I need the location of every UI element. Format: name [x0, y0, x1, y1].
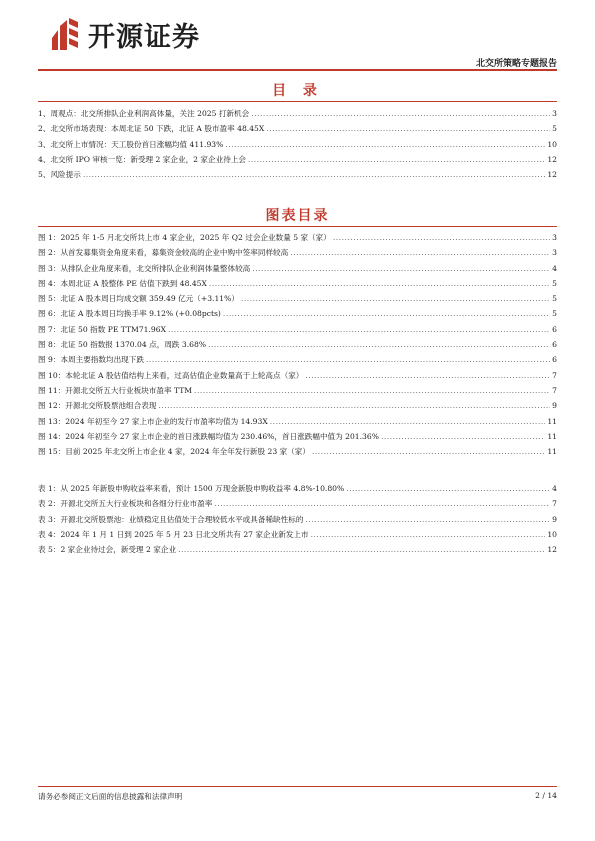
toc-entry[interactable]: [38, 106, 557, 121]
leader-dots: [333, 230, 550, 245]
figure-entry-text: 本轮北证 A 股估值结构上来看，过高估值企业数量高于上轮高点（家）: [65, 370, 304, 380]
figure-entry[interactable]: [38, 276, 557, 291]
table-entry-page: 12: [547, 545, 557, 555]
leader-dots: [311, 527, 546, 542]
toc-entry-text: 风险提示: [50, 170, 81, 180]
table-entry-text: 开源北交所股票池：业绩稳定且估值处于合理较低水平或具备稀缺性标的: [60, 514, 304, 524]
toc-list: [38, 106, 557, 182]
figure-entry-page: 6: [552, 355, 557, 365]
figure-entry-text: 本周北证 A 股整体 PE 估值下跌到 48.45X: [60, 278, 207, 288]
figure-entry-text: 北证 50 指数 PE TTM71.96X: [60, 324, 166, 334]
toc-title-divider: [38, 101, 557, 102]
figure-entry-number: 图 12：: [38, 401, 66, 411]
figures-list: [38, 230, 557, 459]
report-type: 北交所策略专题报告: [475, 59, 557, 69]
leader-dots: [225, 137, 545, 152]
figure-entry[interactable]: [38, 230, 557, 245]
leader-dots: [270, 414, 546, 429]
figure-entry[interactable]: [38, 429, 557, 444]
toc-entry-page: 10: [547, 139, 557, 149]
figure-entry-number: 图 10：: [38, 370, 66, 380]
figure-entry-number: 图 7：: [38, 324, 61, 334]
table-entry-page: 7: [552, 499, 557, 509]
leader-dots: [305, 512, 550, 527]
figure-entry-text: 2024 年初至今 27 家上市企业的发行市盈率均值为 14.93X: [65, 416, 268, 426]
figure-entry-text: 北证 50 指数报 1370.04 点，周跌 3.68%: [60, 340, 207, 350]
figure-entry-page: 11: [547, 416, 557, 426]
figure-entry[interactable]: [38, 261, 557, 276]
figure-entry-number: 图 1：: [38, 233, 61, 242]
leader-dots: [168, 322, 550, 337]
leader-dots: [214, 496, 550, 511]
table-entry-page: 9: [552, 514, 557, 524]
leader-dots: [381, 429, 545, 444]
leader-dots: [158, 398, 550, 413]
figure-entry-page: 6: [552, 324, 557, 334]
leader-dots: [290, 245, 550, 260]
toc-entry-number: 1、: [38, 109, 51, 118]
toc-entry-page: 12: [547, 154, 557, 164]
figure-entry[interactable]: [38, 414, 557, 429]
leader-dots: [223, 306, 550, 321]
toc-entry[interactable]: [38, 167, 557, 182]
figure-entry-page: 9: [552, 401, 557, 411]
leader-dots: [346, 481, 550, 496]
leader-dots: [83, 167, 546, 182]
figure-entry-page: 7: [552, 385, 557, 395]
table-entry-page: 4: [552, 484, 557, 493]
toc-entry-number: 2、: [38, 124, 51, 134]
figure-entry-text: 本周主要指数均出现下跌: [60, 355, 144, 365]
figure-entry-number: 图 9：: [38, 355, 61, 365]
table-entry-page: 10: [547, 529, 557, 539]
table-entry-number: 表 1：: [38, 484, 61, 493]
toc-entry[interactable]: [38, 121, 557, 136]
header-divider: [38, 69, 557, 71]
toc-entry-text: 北交所 IPO 审核一览：新受理 2 家企业，2 家企业待上会: [50, 154, 246, 164]
toc-entry[interactable]: [38, 137, 557, 152]
table-entry-number: 表 2：: [38, 499, 61, 509]
table-entry[interactable]: [38, 542, 557, 557]
leader-dots: [241, 291, 550, 306]
tables-list: [38, 481, 557, 557]
toc-entry-text: 周观点：北交所排队企业利润高体量，关注 2025 打新机会: [50, 109, 250, 118]
figure-entry-page: 6: [552, 340, 557, 350]
figure-entry-number: 图 2：: [38, 248, 61, 258]
leader-dots: [194, 383, 550, 398]
toc-entry-text: 北交所市场表现：本周北证 50 下跌，北证 A 股市盈率 48.45X: [50, 124, 265, 134]
figure-entry-page: 7: [552, 370, 557, 380]
figure-entry-text: 北证 A 股本周日均成交额 359.49 亿元（+3.11%）: [60, 294, 239, 304]
company-logo: [48, 14, 200, 54]
figure-entry[interactable]: [38, 383, 557, 398]
figure-entry-text: 从首发募集资金角度来看，募集资金较高的企业中购中签率同样较高: [60, 248, 289, 258]
figure-entry[interactable]: [38, 322, 557, 337]
company-name: 开源证券: [88, 21, 200, 53]
figure-entry-text: 开源北交所五大行业板块市盈率 TTM: [65, 385, 193, 395]
figure-entry-number: 图 13：: [38, 416, 66, 426]
leader-dots: [146, 352, 550, 367]
toc-entry-number: 3、: [38, 139, 51, 149]
figure-entry-text: 目前 2025 年北交所上市企业 4 家，2024 年全年发行新股 23 家（家）: [65, 447, 310, 457]
figure-entry-page: 5: [552, 294, 557, 304]
figure-entry[interactable]: [38, 444, 557, 459]
footer-divider: [38, 786, 557, 787]
figure-entry-page: 3: [552, 233, 557, 242]
table-entry[interactable]: [38, 496, 557, 511]
table-entry-text: 2024 年 1 月 1 日到 2025 年 5 月 23 日北交所共有 27 家企业新发上市: [60, 529, 309, 539]
figure-entry-number: 图 5：: [38, 294, 61, 304]
figure-entry-text: 北证 A 股本周日均换手率 9.12% (+0.08pcts): [60, 309, 221, 319]
leader-dots: [266, 121, 550, 136]
leader-dots: [209, 276, 550, 291]
figure-entry-text: 从排队企业角度来看，北交所排队企业利润体量整体较高: [60, 263, 251, 273]
figure-entry-page: 5: [552, 309, 557, 319]
table-entry-text: 开源北交所五大行业板块和各细分行业市盈率: [60, 499, 213, 509]
table-entry-number: 表 4：: [38, 529, 61, 539]
figure-entry-number: 图 14：: [38, 431, 66, 441]
figure-entry-page: 11: [547, 447, 557, 457]
figure-entry-number: 图 3：: [38, 263, 61, 273]
page-indicator: 2 / 14: [535, 791, 557, 800]
toc-entry[interactable]: [38, 152, 557, 167]
figure-entry[interactable]: [38, 352, 557, 367]
figure-entry-number: 图 6：: [38, 309, 61, 319]
table-entry-number: 表 5：: [38, 545, 61, 555]
figure-entry[interactable]: [38, 398, 557, 413]
figures-title-divider: [38, 226, 557, 227]
leader-dots: [208, 337, 550, 352]
leader-dots: [252, 261, 550, 276]
table-entry[interactable]: [38, 481, 557, 496]
toc-entry-page: 12: [547, 170, 557, 180]
figure-entry[interactable]: [38, 291, 557, 306]
figure-entry-page: 4: [552, 263, 557, 273]
table-entry-number: 表 3：: [38, 514, 61, 524]
toc-title: 目 录: [272, 83, 323, 99]
figure-entry-page: 3: [552, 248, 557, 258]
kaiyuan-logo-icon: [48, 16, 82, 52]
figure-entry-number: 图 4：: [38, 278, 61, 288]
figure-entry[interactable]: [38, 368, 557, 383]
figure-entry-number: 图 15：: [38, 447, 66, 457]
figure-entry-number: 图 11：: [38, 385, 66, 395]
table-entry[interactable]: [38, 527, 557, 542]
figure-entry-page: 5: [552, 278, 557, 288]
leader-dots: [312, 444, 545, 459]
figure-entry-page: 11: [547, 431, 557, 441]
table-entry[interactable]: [38, 512, 557, 527]
leader-dots: [248, 152, 545, 167]
figure-entry[interactable]: [38, 245, 557, 260]
leader-dots: [178, 542, 545, 557]
toc-entry-number: 5、: [38, 170, 51, 180]
toc-entry-page: 3: [552, 109, 557, 118]
figure-entry-text: 2025 年 1-5 月北交所共上市 4 家企业，2025 年 Q2 过会企业数量 5 家（家）: [60, 233, 331, 242]
figure-entry-text: 2024 年初至今 27 家上市企业的首日涨跌幅均值为 230.46%，首日涨跌幅中值为 201.36%: [65, 431, 379, 441]
toc-entry-text: 北交所上市情况：天工股份首日涨幅均值 411.93%: [50, 139, 224, 149]
figure-entry-number: 图 8：: [38, 340, 61, 350]
figure-entry[interactable]: [38, 306, 557, 321]
legal-disclaimer: 请务必参阅正文后面的信息披露和法律声明: [38, 792, 183, 801]
figure-entry[interactable]: [38, 337, 557, 352]
table-entry-text: 从 2025 年新股申购收益率来看，预计 1500 万现金新股申购收益率 4.8%-10.80%: [60, 484, 345, 493]
leader-dots: [251, 106, 550, 121]
toc-entry-number: 4、: [38, 154, 51, 164]
figure-entry-text: 开源北交所股票池组合表现: [65, 401, 157, 411]
table-entry-text: 2 家企业待过会，新受理 2 家企业: [60, 545, 177, 555]
toc-entry-page: 5: [552, 124, 557, 134]
leader-dots: [305, 368, 550, 383]
figures-toc-title: 图表目录: [265, 208, 330, 224]
